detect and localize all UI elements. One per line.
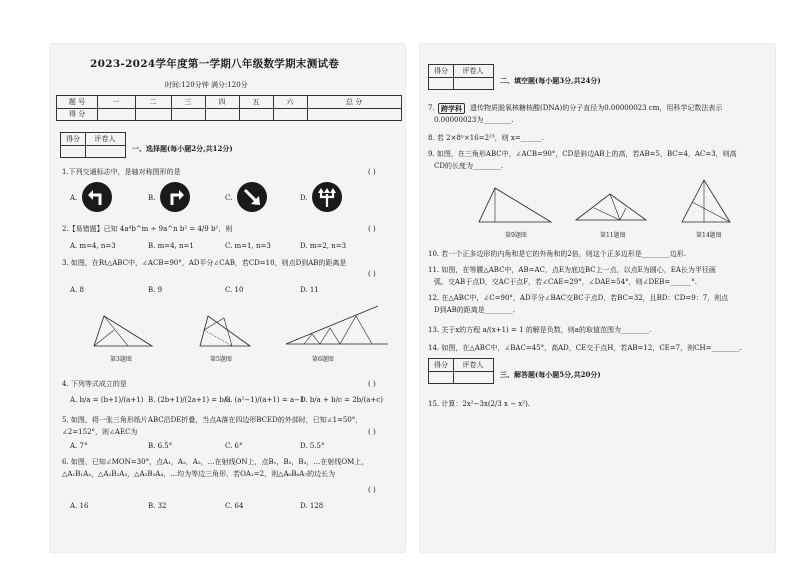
option-label: B. [148, 194, 156, 202]
figure-caption: 第11题图 [600, 232, 626, 239]
question-2: 2.【易错题】已知 4a⁴b^m ÷ 9a^n b² = 4/9 b²，则 [62, 225, 233, 233]
option-text: C. (a²−1)/(a+1) = a−1 [225, 396, 305, 404]
score-header: 四 [205, 96, 240, 108]
question-1: 1.下列交通标志中，是轴对称图形的是 [62, 168, 181, 176]
figure-q5 [190, 310, 260, 350]
option-text: D. 5.5° [300, 442, 325, 450]
question-13: 13. 关于x的方程 a/(x+1) = 1 的解是负数，则a的取值范围为________. [428, 326, 652, 334]
option-label: C. [225, 194, 233, 202]
score-table [56, 95, 402, 121]
grader-label: 评卷人 [462, 361, 484, 369]
question-8: 8. 若 2×8ⁿ×16=2²³，则 x=______. [428, 134, 544, 142]
option-text: A. 16 [70, 502, 89, 510]
option-text: B. 6.5° [148, 442, 173, 450]
option-text: A. 7° [70, 442, 88, 450]
right-page [420, 44, 775, 552]
score-header: 一 [97, 96, 136, 108]
score-row-label: 得 分 [57, 108, 98, 120]
score-header: 总 分 [345, 98, 363, 106]
figure-q14 [678, 176, 734, 226]
score-header: 三 [171, 96, 206, 108]
answer-paren: ( ) [368, 486, 376, 494]
option-text: D. 128 [300, 502, 324, 510]
score-header: 题 号 [57, 96, 98, 108]
question-9: 9. 如图，在三角形ABC中，∠ACB=90°，CD是斜边AB上的高，若AB=5，BC=4，AC=3，则高 [428, 150, 737, 158]
question-4: 4. 下列等式成立的是 [62, 380, 127, 388]
answer-paren: ( ) [368, 428, 376, 436]
figure-caption: 第5题图 [210, 356, 232, 363]
grader-label: 得分 [429, 359, 454, 371]
answer-paren: ( ) [368, 168, 376, 176]
question-6: 6. 如图，已知∠MON=30°，点A₁，A₂，A₃，…在射线ON上，点B₁，B₂，B₃，…在射线OM上， [62, 458, 369, 466]
figure-caption: 第14题图 [696, 232, 722, 239]
score-header: 六 [273, 96, 308, 108]
score-header: 五 [239, 96, 274, 108]
turn-right-sign-icon [160, 182, 190, 212]
question-7: 遗传物质脱氧核糖核酸(DNA)的分子直径为0.00000023 cm，用科学记数法表示 [470, 104, 723, 112]
grader-label: 评卷人 [462, 67, 484, 75]
question-11-cont: 弧，交AB于点D，交AC于点F，若∠CAE=29°，∠DAE=54°，则∠DEB=______°. [434, 278, 697, 286]
figure-q6 [282, 302, 392, 350]
figure-q3 [90, 310, 160, 350]
option-label: A. [70, 194, 78, 202]
question-14: 14. 如图，在△ABC中，∠BAC=45°，高AD，CE交于点H，若AB=12，CE=7，则CH=________. [428, 344, 742, 352]
question-11: 11. 如图，在等腰△ABC中，AB=AC，点E为底边BC上一点，以点E为圆心，EA长为半径画 [428, 266, 716, 274]
turn-left-sign-icon [82, 182, 112, 212]
option-text: B. 32 [148, 502, 167, 510]
option-text: B. 9 [148, 286, 163, 294]
grader-label: 得分 [61, 133, 86, 145]
option-text: B. m=4, n=1 [148, 242, 194, 250]
cross-subject-tag: 跨学科 [438, 103, 465, 114]
section-1-heading: 一、选择题(每小题2分,共12分) [132, 144, 233, 153]
option-text: A. m=4, n=3 [70, 242, 116, 250]
grader-box [60, 132, 126, 158]
grader-box [428, 358, 494, 384]
option-text: D. 11 [300, 286, 319, 294]
question-10: 10. 若一个正多边形的内角和是它的外角和的2倍，则这个正多边形是________边形. [428, 250, 687, 258]
figure-caption: 第6题图 [312, 356, 334, 363]
option-text: B. (2b+1)/(2a+1) = b/a [148, 396, 231, 404]
score-header: 二 [135, 96, 172, 108]
question-6-cont: △A₁B₁A₂，△A₂B₂A₃，△A₃B₃A₄，…均为等边三角形，若OA₁=2，则△A₆B₆A₇的边长为 [62, 470, 336, 478]
question-12-cont: D到AB的距离是________. [434, 306, 516, 314]
exam-meta: 时间:120分钟 满分:120分 [165, 81, 248, 89]
option-text: C. 64 [225, 502, 244, 510]
answer-paren: ( ) [368, 225, 376, 233]
answer-paren: ( ) [368, 270, 376, 278]
section-2-heading: 二、填空题(每小题3分,共24分) [500, 76, 601, 85]
figure-q11 [572, 188, 650, 224]
fork-arrow-sign-icon [312, 182, 342, 212]
section-3-heading: 三、解答题(每小题5分,共20分) [500, 370, 601, 379]
grader-label: 得分 [429, 65, 454, 77]
option-text: D. m=2, n=3 [300, 242, 347, 250]
question-15: 15. 计算：2x²−3x(2/3 x − x²). [428, 400, 531, 408]
question-7-number: 7. [428, 104, 435, 112]
left-page [50, 44, 405, 552]
question-7-cont: 0.00000023为________. [434, 116, 514, 124]
figure-caption: 第3题图 [110, 356, 132, 363]
option-text: C. 6° [225, 442, 243, 450]
grader-label: 评卷人 [94, 135, 116, 143]
question-5-cont: ∠2=152°，则∠AEC为 [62, 428, 138, 436]
option-text: C. 10 [225, 286, 244, 294]
option-text: A. 8 [70, 286, 84, 294]
grader-box [428, 64, 494, 90]
answer-paren: ( ) [368, 380, 376, 388]
question-9-cont: CD的长度为________. [434, 162, 504, 170]
option-text: D. b/a + b/c = 2b/(a+c) [300, 396, 383, 404]
diagonal-arrow-sign-icon [237, 182, 267, 212]
figure-caption: 第9题图 [505, 232, 527, 239]
question-12: 12. 在△ABC中，∠C=90°，AD平分∠BAC交BC于点D，若BC=32，且BD：CD=9：7，则点 [428, 294, 729, 302]
option-text: A. b/a = (b+1)/(a+1) [70, 396, 144, 404]
question-5: 5. 如图，将一张三角形纸片ABC沿DE折叠，当点A落在四边形BCED的外部时，已知∠1=50°， [62, 416, 363, 424]
option-label: D. [300, 194, 308, 202]
question-3: 3. 如图，在Rt△ABC中，∠ACB=90°，AD平分∠CAB，若CD=10，则点D到AB的距离是 [62, 259, 347, 267]
option-text: C. m=1, n=3 [225, 242, 271, 250]
figure-q9 [475, 184, 555, 226]
exam-title: 2023-2024学年度第一学期八年级数学期末测试卷 [90, 58, 340, 70]
